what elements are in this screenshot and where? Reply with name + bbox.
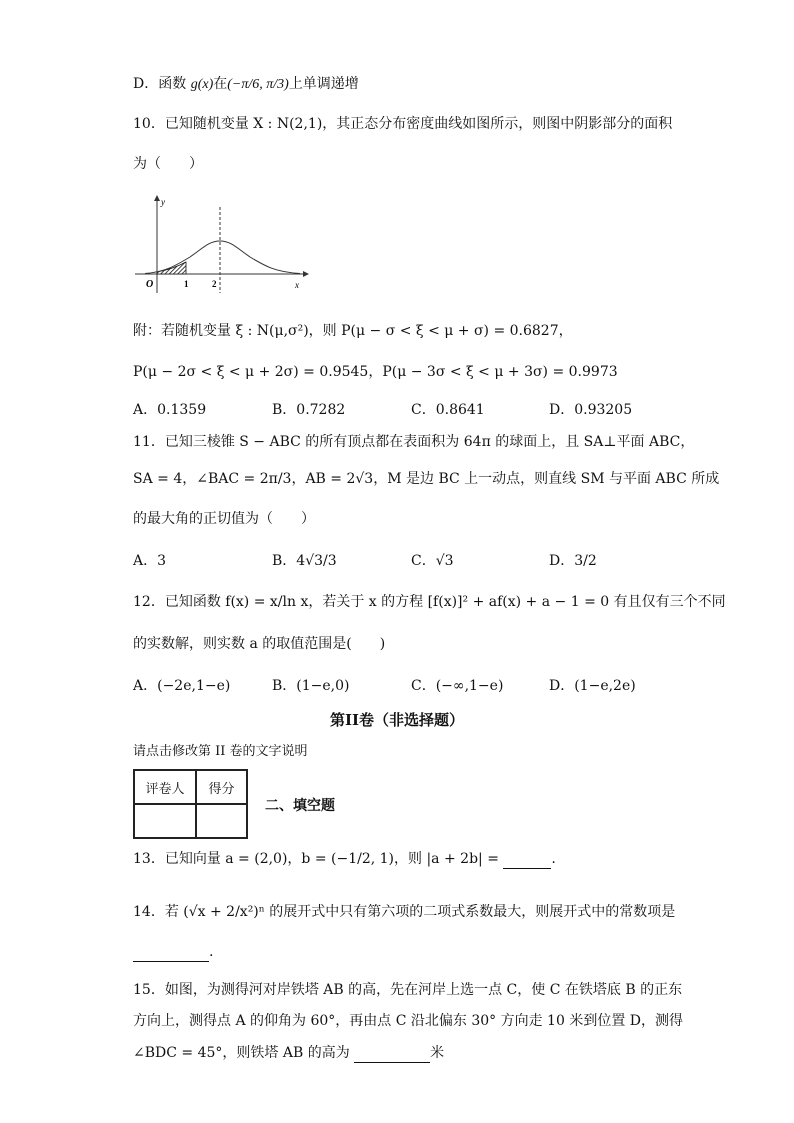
q10-option-a: A．0.1359 [133,402,207,418]
graph-tick-2: 2 [212,279,217,289]
q12-stem-line2: 的实数解，则实数 a 的取值范围是( ) [133,636,386,652]
q10-stem-line2: 为（ ） [133,156,203,172]
q12-stem-line1: 12．已知函数 f(x) = x/ln x，若关于 x 的方程 [f(x)]² + af(x) + a − 1 = 0 有且仅有三个不同 [133,594,726,610]
q10-option-c: C．0.8641 [411,402,485,418]
q10-stem-line1: 10．已知随机变量 X : N(2,1)，其正态分布密度曲线如图所示，则图中阴影部分的面积 [133,116,673,132]
q15-stem-line2: 方向上，测得点 A 的仰角为 60°，再由点 C 沿北偏东 30° 方向走 10 米到位置 D，测得 [133,1013,683,1029]
q10-note-line2: P(μ − 2σ < ξ < μ + 2σ) = 0.9545，P(μ − 3σ < ξ < μ + 3σ) = 0.9973 [133,364,618,380]
q10-option-b: B．0.7282 [272,402,346,418]
q14-answer-blank [133,947,209,962]
q12-options [133,675,693,695]
reviewer-cell [134,804,196,838]
q12-option-a: A．(−2e,1−e) [133,678,231,694]
q14-end: . [209,944,214,960]
q10-options [133,399,693,419]
q9d-interval: (−π/6, π/3) [227,77,289,92]
q15-stem-line3 [133,1043,444,1063]
q15-stem-line1: 15．如图，为测得河对岸铁塔 AB 的高，先在河岸上选一点 C，使 C 在铁塔底 B 的正东 [133,982,683,998]
y-axis-arrow [154,195,160,201]
q9d-function: g(x) [190,77,214,92]
graph-origin-label: O [146,279,154,290]
q14-line: 14．若 (√x + 2/x²)ⁿ 的展开式中只有第六项的二项式系数最大，则展开式中的常数项是 [133,904,676,920]
q9-option-d [133,74,359,95]
q15-stem3-text: ∠BDC = 45°，则铁塔 AB 的高为 [133,1045,350,1061]
density-curve [145,241,300,274]
q9d-in: 在 [213,76,228,92]
q11-option-c: C．√3 [411,553,454,569]
q11-option-a: A．3 [133,553,167,569]
q13-end: . [551,851,556,867]
q11-option-d: D．3/2 [549,553,597,569]
q11-stem-line3: 的最大角的正切值为（ ） [133,511,315,527]
section-title-fill-blank: 二、填空题 [265,798,335,814]
q12-option-b: B．(1−e,0) [272,678,350,694]
q12-option-c: C．(−∞,1−e) [411,678,504,694]
q13-answer-blank [503,854,551,869]
q10-option-d: D．0.93205 [549,402,633,418]
q15-unit: 米 [430,1045,445,1061]
score-table [133,769,248,839]
part2-title: 第II卷（非选择题） [329,711,465,729]
q11-stem-line2: SA = 4，∠BAC = 2π/3，AB = 2√3，M 是边 BC 上一动点，则直线 SM 与平面 ABC 所成 [133,471,720,487]
q10-note-line1: 附：若随机变量 ξ : N(μ,σ²)，则 P(μ − σ < ξ < μ + σ) = 0.6827， [133,323,573,339]
q9d-label: D．函数 [133,76,187,92]
q15-answer-blank [354,1048,430,1063]
graph-tick-1: 1 [184,279,189,289]
part2-hint: 请点击修改第 II 卷的文字说明 [133,744,308,759]
score-cell [196,804,247,838]
graph-x-label: x [295,280,299,290]
q11-option-b: B．4√3/3 [272,553,337,569]
q11-stem-line1: 11．已知三棱锥 S − ABC 的所有顶点都在表面积为 64π 的球面上，且 SA⊥平面 ABC， [133,434,695,450]
x-axis-arrow [303,271,309,277]
shaded-area [157,262,186,274]
q13-line [133,849,556,869]
q13-text: 13．已知向量 a = (2,0)，b = (−1/2, 1)，则 |a + 2b| = [133,851,499,867]
q11-options [133,550,693,570]
q12-option-d: D．(1−e,2e) [549,678,636,694]
q14-answer-line [133,942,213,962]
normal-distribution-graph [135,193,310,293]
q9d-tail: 上单调递增 [288,76,359,92]
reviewer-header: 评卷人 [134,770,196,804]
graph-y-label: y [161,197,165,207]
score-header: 得分 [196,770,247,804]
